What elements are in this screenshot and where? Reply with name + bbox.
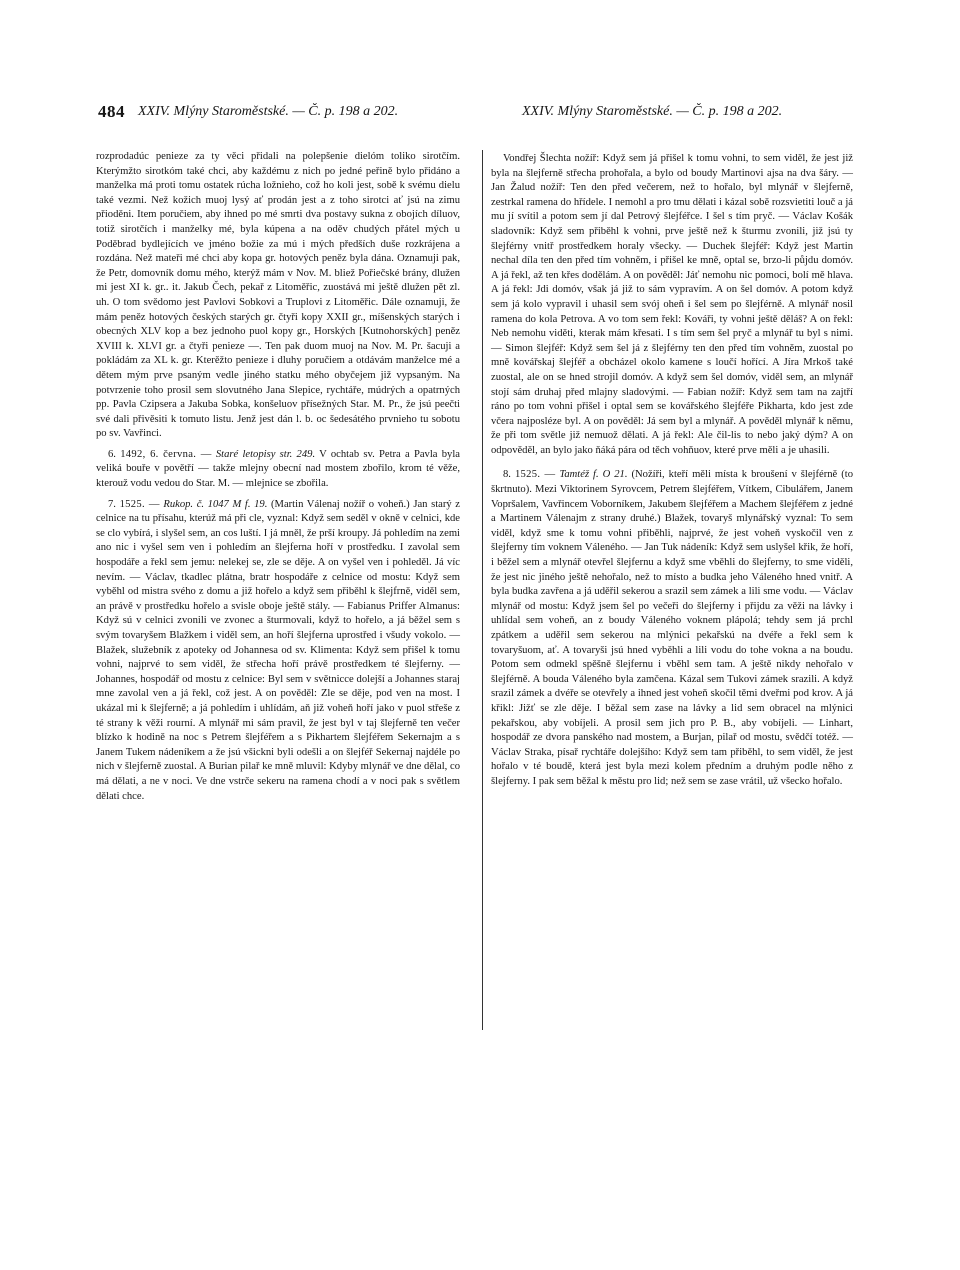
running-head-right: XXIV. Mlýny Staroměstské. — Č. p. 198 a 202.: [522, 104, 783, 119]
entry-8: [491, 468, 853, 789]
left-continuation-paragraph: rozprodadúc penieze za ty věci přidali na polepšenie dielóm toliko sirotčím. Kterýmžto sirotkóm také chci, aby každému z nich po jedné peřině bylo přidáno a manželka má proti tomu ostatek rúcha ložnieho, což ho koli jest, sobě k svému dielu také vezmi. Než kožich muoj lysý ať prodán jest a z toho sirotci ať jsú na zimu přioděni. Item poručiem, aby ihned po mé smrti dva postavy sukna z obojích díluov, totiž sirotčích i manželky mé, byla kúpena a na oděv chudých přátel mých u Poděbrad bydlejících ve jméno božie za mú i mých předších duše rozkrájena a rozdána. Než mateři mé chci aby kopa gr. hotových peněz byla dána. Oznamuji pak, že Petr, domovník domu mého, kterýž mám v Nov. M. bliež Pořiečské brány, dlužen mi jest XI k. gr.. it. Jakub Čech, pekař z Litoměřic, zuostává mi ještě dlužen pět zl. uh. O tom svědomo jest Pavlovi Sobkovi a Truplovi z Litoměřic. Dále oznamuji, že mám peněz hotových českých starých gr. čtyři kopy XXII gr., míšenských starých i obecných XLV kop a bez jednoho puol kopy gr., Horských [Kutnohorských] peněz XVIII k. XLVI gr. a čtyři penieze —. Ten pak duom muoj na Nov. M. Pr. šacuji a pokládám za XL k. gr. Kterěžto penieze i dluhy poručiem a otdávám manželce mé a dětem mým prve psaným vedle jiného statku mého obyčejem již vypsaným. Na potvrzenie toho prosil sem slovutného Jana Slepice, rychtáře, múdrých a opatrných pp. Pavla Czipsera a Jakuba Sobka, konšeluov přísežných Star. M. Pr., že jsú peečti své dali přivěsiti k tomuto listu. Jenž jest dán l. b. oc šedesátého prvnieho tu sobotu po sv. Vavřinci.: [96, 151, 460, 440]
entry-6-date: 1492, 6. června. —: [120, 448, 212, 460]
entry-8-source: Tamtéž f. O 21.: [559, 469, 628, 481]
entry-7-source: Rukop. č. 1047 M f. 19.: [163, 498, 268, 510]
right-column: [491, 152, 853, 790]
entry-6-text: V ochtab sv. Petra a Pavla byla veliká bouře v povětří — takže mlejny obecní nad mostem zbořilo, krom té věže, kterouž vodu vedou do Star. M. — mlejnice se zbořila.: [96, 448, 460, 490]
left-column: [96, 150, 460, 804]
entry-6: [96, 448, 460, 492]
entry-7-date: 1525. —: [119, 498, 160, 510]
page-header: [98, 102, 824, 128]
column-divider: [482, 150, 483, 1030]
entry-8-date: 1525. —: [514, 469, 556, 481]
right-continuation-paragraph: Vondřej Šlechta nožíř: Když sem já přišel k tomu vohni, to sem viděl, že jest již byla na šlejferně střecha prohořala, a bylo od boudy Martinovi ajsa na dva šáry. — Jan Žalud nožíř: Ten den před večerem, než to hořalo, byl mlynář v šlejferně, zestrkal ramena do hřídele. I nemohl a pro tmu dělati i kázal sobě rozsvietiti louč a já mu jí svítil a potom sem jí dal Petrový šlejféřce. I šel s tím pryč. — Václav Košák sladovník: Když sem přiběhl k vohni, prve ještě než k šturmu zvonili, již jsú ty šlejférny vnitř prostředkem horaly všecky. — Duchek šlejféř: Když jest Martin nechal díla ten den před tím vohněm, i přišel ke mně, optal se, brzo-li půjdu domóv. A já řekl, až ten křes dodělám. A on pověděl: Jáť nemohu nic pomoci, bolí mě hlava. A já řekl: Jdi domóv, však já již to sám vypravím. A on šel domóv. A potom když sem já kolo vypravil i uhasil sem svój oheň i šel sem po šlejférně. A mlynář nosil ramena do kola Petrova. A vo tom sem řekl: Kováři, ty vohni ještě děláš? A on řekl: Neb nemohu viděti, kterak mám křesati. I s tím sem šel pryč a mlynář tu byl s nimi. — Simon šlejféř: Když sem šel já z šlejférny ten den před tím vohněm, zuostal po mně kovářskaj šlejféř a obcházel okolo kamene s loučí hořící. A Jíra Mrkoš také zuostal, ale on se hned strojil domóv. A když sem šel domóv, viděl sem, an mlynář stojí sám druhaj před mlajny sladovými. — Fabian nožíř: Když sem tam na zajtří ráno po tom vohni přišel i optal sem se kovářského šlejféře Pikharta, kdo jest zde včera najposléze byl. A on pověděl: Já sem byl a mlynář. A pověděl mlynář k němu, že při tom světle již nemuož dělati. A já řekl: Ale čil-lis to nebo jaký dým? A on odpověděl, an bylo jako ňáká pára od těch vohňuov, které prve měli a je uhasili.: [491, 153, 853, 456]
entry-7-text: (Martin Válenaj nožíř o voheň.) Jan starý z celnice na tu přísahu, kterúž má při cle, vyznal: Když sem seděl v okně v celnici, kde se clo vybírá, i slyšel sem, an cos luští. I já mněl, že prší kroupy. Já pohledím na zemi ano nic i vyšel sem ven i pohledím an šlejferna hoří v prostředku. I zavolal sem hospodáře a řekl sem jemu: nelekej se, zle se děje. A on vyšel ven i pohleděl. Já víc nevím. — Václav, tkadlec plátna, bratr hospodáře z celnice od mostu: Když sem vyběhl od mistra svého z domu a již hořelo a když sem přiběhl k šlejfrně, viděl sem, an právě v prostředku hořelo a svisle oboje ještě stály. — Fabianus Priffer Almanus: Když sú v celnici zvonili ve zvonec a šturmovali, když to hořelo, a já běžel sem s svým tovaryšem Blažkem i viděl sem, an hoří šlejferna uprostřed i všudy vokolo. — Blažek, služebník z apoteky od Johannesa od sv. Klimenta: Když sem přišel k tomu vohni, najprvé to sem viděl, že střecha hoří právě prostředkem té šlejferny. — Johannes, hospodář od mostu z celnice: Byl sem v světnicce dolejší a Johannes staraj mne zavolal ven a já řekl, což jest. A on pověděl: Zle se děje, pod ven na most. I ukázal mi k šlejferně; a já pohledím i uhlídám, aň již voheň hoří jako v puol střeše z té strany k věži rourní. A mlynář mi sám pravil, že jest byl v taj šlejferně ten večer blízko k hodině na noc s Petrem šlejféřem a s Pikhartem šlejféřem Sekernajm a s Janem Tukem nádeníkem a že jsú všickni byli odešli a on šlejféř Sekernaj najdéle po nich v šlejferně zuostal. A Burian pilař ke mně mluvil: Kdyby mlynář ve dne dělal, co má dělati, a ne v noci. Ve dne vstrče sekeru na ramena chodí a v noci pak s světlem dělati chce.: [96, 498, 460, 802]
running-head-left: XXIV. Mlýny Staroměstské. — Č. p. 198 a 202.: [138, 104, 399, 119]
entry-8-text: (Nožíři, kteří měli místa k broušení v šlejférně (to škrtnuto). Mezi Viktorinem Syrovcem, Petrem šlejféřem, Vítkem, Cibulářem, Janem Vopršalem, Vavřincem Voborníkem, Jakubem šlejféřem a Machem šlejféřem z jedné a Martinem Válenajm z strany druhé.) Blažek, tovaryš mlynářský vyznal: To sem viděl, když sme k tomu vohni přiběhli, najprvé, že jest voheň vyskočil ven z šlejferny tím voknem Váleného. — Jan Tuk nádeník: Když sem uslyšel křik, že hoří, i běžel sem a mlynář otevřel šlejfernu a když sme vběhli do šlejferny, to sme viděli, že jest nic jiného ještě nehořalo, než to místo a budka jeho Váleného hned vnitř. A byla budka zavřena a já uděřil sekerou a srazil sem zámek a lili sme vodu. — Václav mlynář od mostu: Když jsem šel po večeři do šlejferny i přijdu za věži na lávky i uhlídal sem voheň, an z boudy Váleného voknem plápolá; tehdy sem já prchl zpátkem a uděřil sem sekerou na mlýnici pekařskú na dvéře a řekl sem k tovaryšuom, ať. A tovaryši jsú hned vyběhli a lili vodu do tohe vokna a na boudu. Potom sem odmekl spěšně šlejfernu i vběhl sem tam. A ještě nikdy nehořalo v šlejférně. A bouda Váleného byla zamčena. Kázal sem Tukovi zámek srazili. A když srazil zámek a dvéře se otevřely a ihned jest voheň skočil těmi dveřmi pod krov. A já křikl: Jižť se zle děje. I běžal sem zase na lávky a lid sem obracel na mlýnici pekařskou, aby vobíjeli. A prosil sem jich pro P. B., aby vobíjeli. — Linhart, hospodář ze dvora panského nad mostem, a Burjan, pilař od mostu, svědčí totéž. — Václav Straka, písař rychtáře dolejšího: Když sem tam přiběhl, to sem viděl, že jest hořalo v té boudě, která jest byla mezi kolem předním a druhým podle něho z šlejferny. I pak sem běžal k městu pro lid; než sem se zase vrátil, už všecko hořalo.: [491, 469, 854, 787]
entry-7: [96, 498, 460, 804]
page-number: 484: [98, 102, 125, 121]
entry-6-number: 6.: [108, 448, 116, 460]
entry-8-number: 8.: [503, 469, 511, 481]
entry-7-number: 7.: [108, 498, 116, 510]
entry-6-source: Staré letopisy str. 249.: [215, 448, 316, 460]
